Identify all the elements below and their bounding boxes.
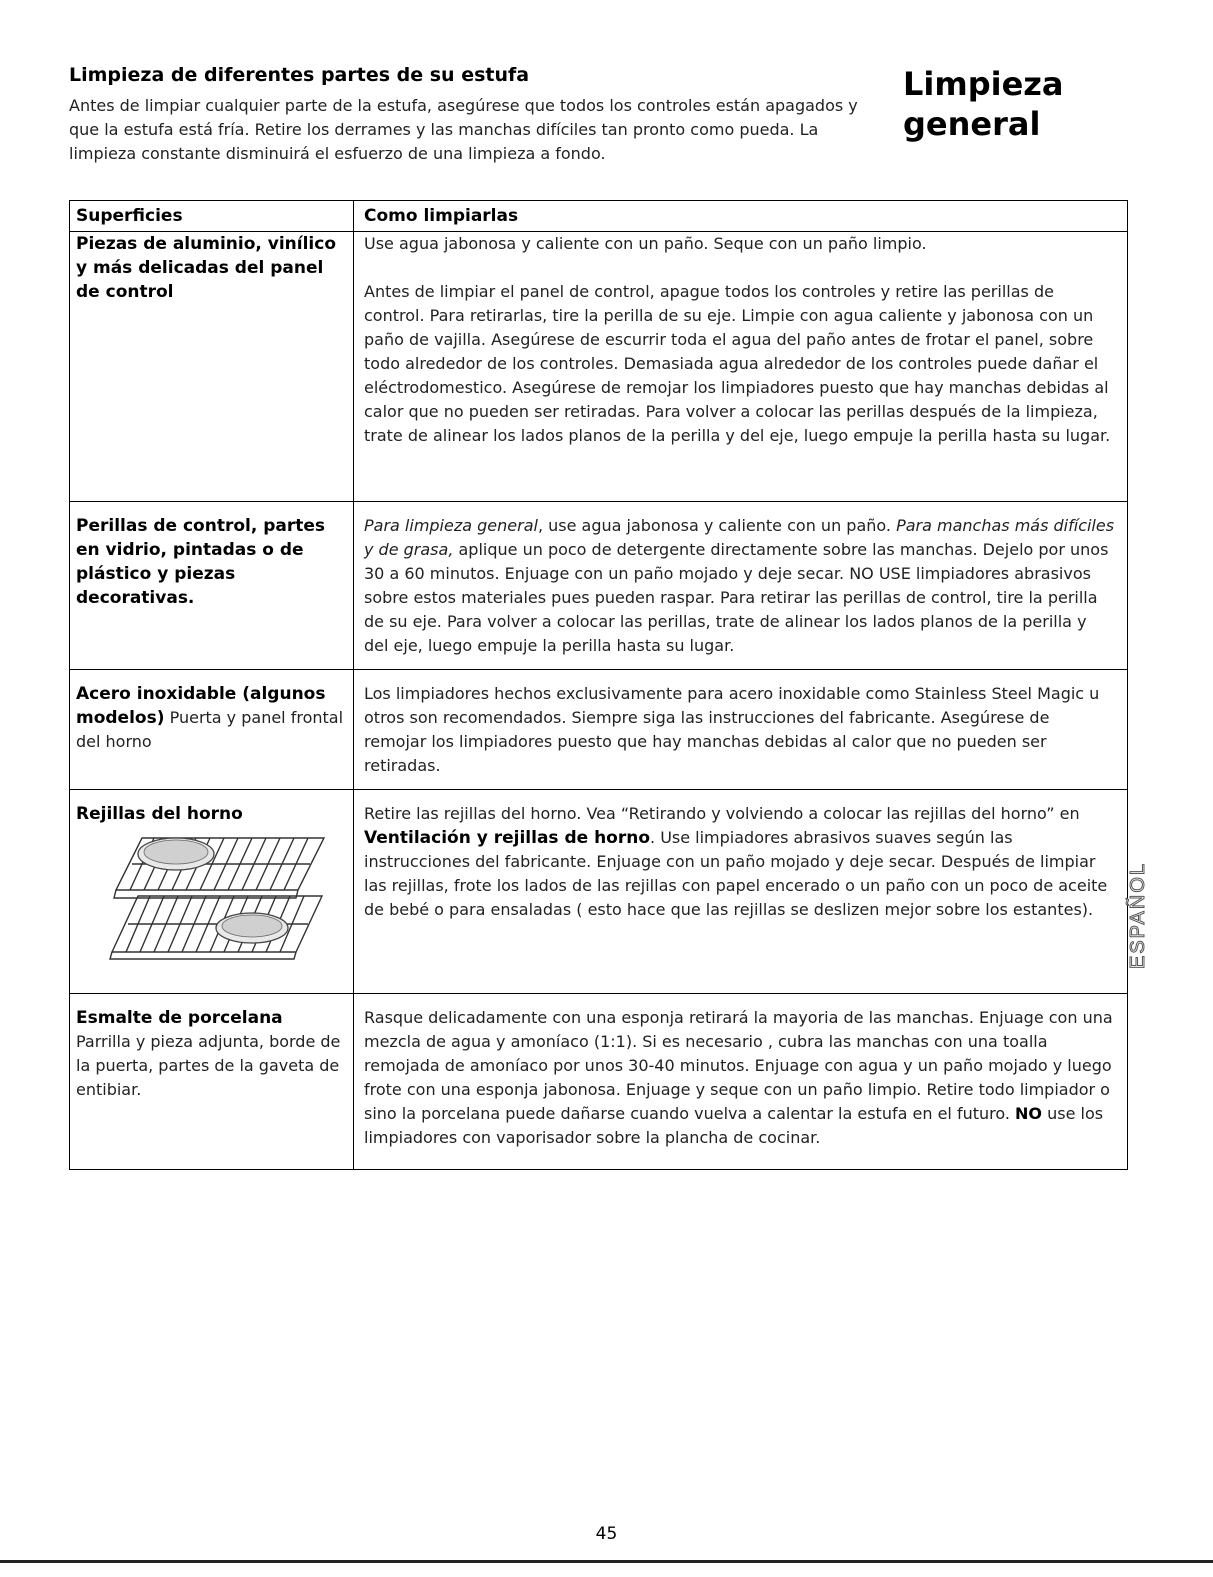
instructions-text — [364, 1006, 1115, 1150]
text-span: Retire las rejillas del horno. Vea “Retirando y volviendo a colocar las rejillas del horno” en — [364, 804, 1080, 823]
surface-label: Rejillas del horno — [76, 804, 243, 824]
italic-phrase: Para manchas más difíciles y de grasa, — [364, 516, 1115, 559]
cleaning-table — [69, 200, 1128, 1170]
oven-racks-illustration — [102, 832, 334, 960]
table-row — [70, 669, 1127, 789]
surface-label: Piezas de aluminio, vinílico y más delicadas del panel de control — [76, 234, 337, 302]
instructions-text: Use agua jabonosa y caliente con un paño. Seque con un paño limpio. — [364, 234, 927, 253]
bold-reference: Ventilación y rejillas de horno — [364, 828, 651, 848]
surface-label: Perillas de control, partes en vidrio, pintadas o de plástico y piezas decorativas. — [76, 516, 326, 608]
bold-warning: NO — [1015, 1104, 1043, 1123]
text-span: use los limpiadores con vaporisador sobre la plancha de cocinar. — [364, 1104, 1104, 1147]
surface-label-bold: Esmalte de porcelana — [76, 1008, 283, 1028]
italic-phrase: Para limpieza general — [364, 516, 538, 535]
instructions-text — [364, 514, 1115, 658]
surface-label-rest: Puerta y panel frontal del horno — [76, 708, 344, 751]
section-heading: Limpieza de diferentes partes de su estufa — [69, 64, 530, 86]
page-title — [903, 64, 1163, 144]
table-row — [70, 789, 1127, 993]
page-title-line2: general — [903, 105, 1041, 143]
surface-label — [76, 682, 347, 754]
col-header-how-to-clean: Como limpiarlas — [364, 206, 519, 226]
instructions-text: Los limpiadores hechos exclusivamente para acero inoxidable como Stainless Steel Magic u otros son recomendados. Siempre siga las instrucciones del fabricante. Asegúrese de remojar los limpiadores puesto que hay manchas debidas al calor que no pueden ser retiradas. — [364, 684, 1100, 775]
table-row — [70, 993, 1127, 1169]
table-header-row — [70, 201, 1127, 231]
language-tab-label: ESPAÑOL — [1126, 861, 1149, 969]
text-span: . Use limpiadores abrasivos suaves según las instrucciones del fabricante. Enjuage con un paño mojado y deje secar. Después de limpiar las rejillas, frote los lados de las rejillas con papel encerado o un paño con un poco de aceite de bebé o para ensaladas ( esto hace que las rejillas se deslizen mejor sobre los estantes). — [364, 828, 1108, 919]
text-span: , use agua jabonosa y caliente con un paño. — [537, 516, 897, 535]
intro-paragraph: Antes de limpiar cualquier parte de la estufa, asegúrese que todos los controles están apagados y que la estufa está fría. Retire los derrames y las manchas difíciles tan pronto como pueda. La limpieza constante disminuirá el esfuerzo de una limpieza a fondo. — [69, 96, 858, 163]
text-span: Rasque delicadamente con una esponja retirará la mayoria de las manchas. Enjuage con una mezcla de agua y amoníaco (1:1). Si es necesario , cubra las manchas con una toalla remojada de amoníaco por unos 30-40 minutos. Enjuage con agua y un paño mojado y luego frote con una esponja jabonosa. Enjuage y seque con un paño limpio. Retire todo limpiador o sino la porcelana puede dañarse cuando vuelva a calentar la estufa en el futuro. — [364, 1008, 1113, 1123]
instructions-text: Antes de limpiar el panel de control, apague todos los controles y retire las perillas de control. Para retirarlas, tire la perilla de su eje. Limpie con agua caliente y jabonosa con un paño de vajilla. Asegúrese de escurrir toda el agua del paño antes de frotar el panel, sobre todo alrededor de los controles. Demasiada agua alrededor de los controles puede dañar el eléctrodomestico. Asegúrese de remojar los limpiadores puesto que hay manchas debidas al calor que no pueden ser retiradas. Para volver a colocar las perillas después de la limpieza, trate de alinear los lados planos de la perilla y del eje, luego empuje la perilla hasta su lugar. — [364, 282, 1111, 445]
page-number: 45 — [595, 1524, 618, 1544]
text-span: aplique un poco de detergente directamente sobre las manchas. Dejelo por unos 30 a 60 minutos. Enjuage con un paño mojado y deje secar. NO USE limpiadores abrasivos sobre estos materiales pues pueden raspar. Para retirar las perillas de control, tire la perilla de su eje. Para volver a colocar las perillas, trate de alinear los lados planos de la perilla y del eje, luego empuje la perilla hasta su lugar. — [364, 540, 1109, 655]
col-header-surfaces: Superficies — [70, 201, 354, 231]
bottom-rule — [0, 1560, 1213, 1563]
surface-label-bold: Acero inoxidable (algunos modelos) — [76, 684, 326, 728]
table-row — [70, 501, 1127, 669]
surface-label-rest: Parrilla y pieza adjunta, borde de la puerta, partes de la gaveta de entibiar. — [76, 1032, 341, 1099]
instructions-text — [364, 802, 1115, 922]
language-tab — [1120, 855, 1156, 975]
page-title-line1: Limpieza — [903, 65, 1064, 103]
table-row — [70, 231, 1127, 501]
